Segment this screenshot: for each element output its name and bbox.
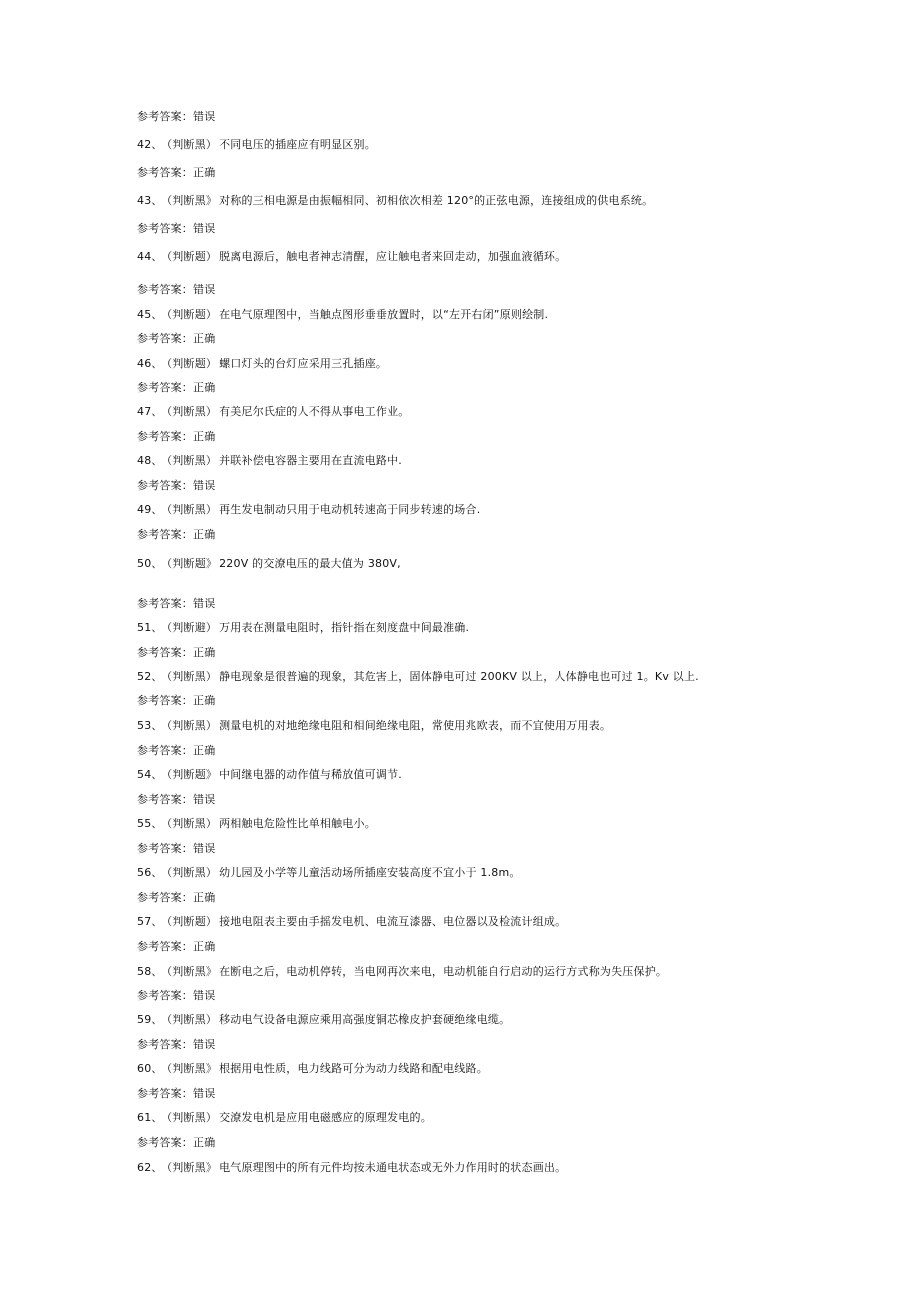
question-type-tag: （判断黑） (166, 670, 218, 683)
question-text: 交潦发电机是应用电磁感应的原理发电的。 (219, 1111, 432, 1124)
question-type-tag: （判断黑》 (166, 1161, 218, 1174)
answer-line (137, 430, 215, 444)
answer-text: 参考答案：正确 (137, 940, 216, 953)
answer-line (137, 110, 215, 124)
question-text: 在断电之后，电动机停转，当电网再次来电，电动机能自行启动的运行方式称为失压保护。 (219, 965, 668, 978)
question-text: 螺口灯头的台灯应采用三孔插座。 (219, 357, 388, 370)
question-type-tag: （判断黑） (166, 405, 218, 418)
question-type-tag: （判断题》 (166, 557, 218, 570)
question-number: 53、 (137, 719, 163, 732)
question-line (137, 503, 480, 517)
question-type-tag: （判断题） (166, 250, 218, 263)
answer-line (137, 940, 215, 954)
answer-text: 参考答案：正确 (137, 166, 216, 179)
answer-line (137, 166, 215, 180)
question-text: 万用表在测量电阻时，指针指在刻度盘中间最准确. (219, 621, 470, 634)
question-text: 静电现象是很普遍的现象，其危害上，固体静电可过 200KV 以上，人体静电也可过 1。Kv 以上. (219, 670, 699, 683)
question-text: 不同电压的插座应有明显区别。 (219, 138, 376, 151)
question-text: 中间继电器的动作值与稀放值可调节. (219, 768, 403, 781)
question-number: 54、 (137, 768, 163, 781)
question-text: 有美尼尔氏症的人不得从事电工作业。 (219, 405, 410, 418)
question-type-tag: （判断题》 (166, 768, 218, 781)
question-number: 48、 (137, 454, 163, 467)
question-number: 59、 (137, 1013, 163, 1026)
question-number: 56、 (137, 866, 163, 879)
answer-text: 参考答案：错误 (137, 222, 216, 235)
answer-line (137, 283, 215, 297)
question-line (137, 915, 566, 929)
question-number: 52、 (137, 670, 163, 683)
answer-text: 参考答案：正确 (137, 528, 216, 541)
answer-text: 参考答案：正确 (137, 891, 216, 904)
question-type-tag: （判断黑） (166, 503, 218, 516)
question-type-tag: （判断黑） (166, 719, 218, 732)
answer-line (137, 1087, 215, 1101)
question-number: 58、 (137, 965, 163, 978)
question-number: 57、 (137, 915, 163, 928)
question-type-tag: （判断黑》 (166, 1062, 218, 1075)
question-line (137, 454, 402, 468)
answer-text: 参考答案：正确 (137, 744, 216, 757)
question-text: 220V 的交潦电压的最大值为 380V, (219, 557, 401, 570)
question-text: 两相触电危险性比单相触电小。 (219, 817, 376, 830)
answer-line (137, 891, 215, 905)
question-number: 45、 (137, 308, 163, 321)
answer-text: 参考答案：错误 (137, 479, 216, 492)
question-line (137, 768, 402, 782)
answer-text: 参考答案：错误 (137, 793, 216, 806)
question-line (137, 1161, 566, 1175)
answer-line (137, 332, 215, 346)
answer-text: 参考答案：错误 (137, 842, 216, 855)
question-number: 50、 (137, 557, 163, 570)
question-text: 再生发电制动只用于电动机转速高于同步转速的场合. (219, 503, 481, 516)
answer-text: 参考答案：正确 (137, 381, 216, 394)
question-number: 43、 (137, 194, 163, 207)
question-number: 55、 (137, 817, 163, 830)
question-number: 46、 (137, 357, 163, 370)
question-line (137, 621, 469, 635)
question-text: 对称的三相电源是由振幅相同、初相依次相差 120°的正弦电源，连接组成的供电系统。 (219, 194, 654, 207)
question-text: 并联补偿电容器主要用在直流电路中. (219, 454, 403, 467)
answer-line (137, 646, 215, 660)
answer-text: 参考答案：正确 (137, 646, 216, 659)
question-type-tag: （判断黑） (166, 817, 218, 830)
question-number: 60、 (137, 1062, 163, 1075)
answer-text: 参考答案：错误 (137, 989, 216, 1002)
question-type-tag: （判断题） (166, 357, 218, 370)
question-text: 移动电气设备电源应乘用高强度铜芯橡皮护套硬绝缘电缆。 (219, 1013, 511, 1026)
answer-line (137, 793, 215, 807)
answer-line (137, 597, 215, 611)
answer-line (137, 744, 215, 758)
answer-text: 参考答案：错误 (137, 1087, 216, 1100)
question-type-tag: （判断黑） (166, 866, 218, 879)
question-number: 47、 (137, 405, 163, 418)
question-text: 在电气原理图中，当触点图形垂垂放置时，以“左开右闭”原则绘制. (219, 308, 549, 321)
question-text: 接地电阻表主要由手摇发电机、电流互漆器、电位器以及检流计组成。 (219, 915, 567, 928)
answer-text: 参考答案：错误 (137, 597, 216, 610)
question-line (137, 1013, 510, 1027)
answer-line (137, 1038, 215, 1052)
question-line (137, 138, 376, 152)
answer-line (137, 1136, 215, 1150)
question-number: 44、 (137, 250, 163, 263)
answer-text: 参考答案：错误 (137, 1038, 216, 1051)
answer-line (137, 222, 215, 236)
question-text: 电气原理图中的所有元件均按未通电状态或无外力作用时的状态画出。 (219, 1161, 567, 1174)
question-number: 62、 (137, 1161, 163, 1174)
question-type-tag: （判断黑》 (166, 965, 218, 978)
question-type-tag: （判断题） (166, 915, 218, 928)
question-text: 脱离电源后，触电者神志清醒，应让触电者来回走动，加强血液循环。 (219, 250, 567, 263)
question-line (137, 557, 401, 571)
question-type-tag: （判断黑） (166, 138, 218, 151)
question-number: 51、 (137, 621, 163, 634)
question-line (137, 965, 667, 979)
question-text: 根据用电性质，电力线路可分为动力线路和配电线路。 (219, 1062, 488, 1075)
question-line (137, 1111, 432, 1125)
question-line (137, 670, 699, 684)
answer-line (137, 694, 215, 708)
question-line (137, 1062, 488, 1076)
answer-line (137, 528, 215, 542)
question-type-tag: （判断黑） (166, 1111, 218, 1124)
answer-line (137, 842, 215, 856)
question-type-tag: （判断黑） (166, 1013, 218, 1026)
answer-line (137, 381, 215, 395)
answer-text: 参考答案：正确 (137, 694, 216, 707)
answer-line (137, 479, 215, 493)
question-number: 42、 (137, 138, 163, 151)
question-type-tag: （判断题） (166, 308, 218, 321)
answer-text: 参考答案：错误 (137, 110, 216, 123)
answer-text: 参考答案：正确 (137, 1136, 216, 1149)
question-type-tag: （判断黑） (166, 454, 218, 467)
answer-line (137, 989, 215, 1003)
answer-text: 参考答案：正确 (137, 430, 216, 443)
question-line (137, 357, 387, 371)
question-number: 49、 (137, 503, 163, 516)
question-type-tag: （判断黑》 (166, 194, 218, 207)
question-line (137, 817, 376, 831)
question-line (137, 308, 548, 322)
question-text: 测量电机的对地绝缘电阻和相间绝缘电阻，常使用兆欧表，而不宜使用万用表。 (219, 719, 612, 732)
question-line (137, 405, 410, 419)
answer-text: 参考答案：正确 (137, 332, 216, 345)
question-line (137, 866, 521, 880)
question-line (137, 194, 653, 208)
question-type-tag: （判断避） (166, 621, 218, 634)
question-number: 61、 (137, 1111, 163, 1124)
answer-text: 参考答案：错误 (137, 283, 216, 296)
question-text: 幼儿园及小学等儿童活动场所插座安装高度不宜小于 1.8m。 (219, 866, 521, 879)
question-line (137, 250, 566, 264)
question-line (137, 719, 611, 733)
